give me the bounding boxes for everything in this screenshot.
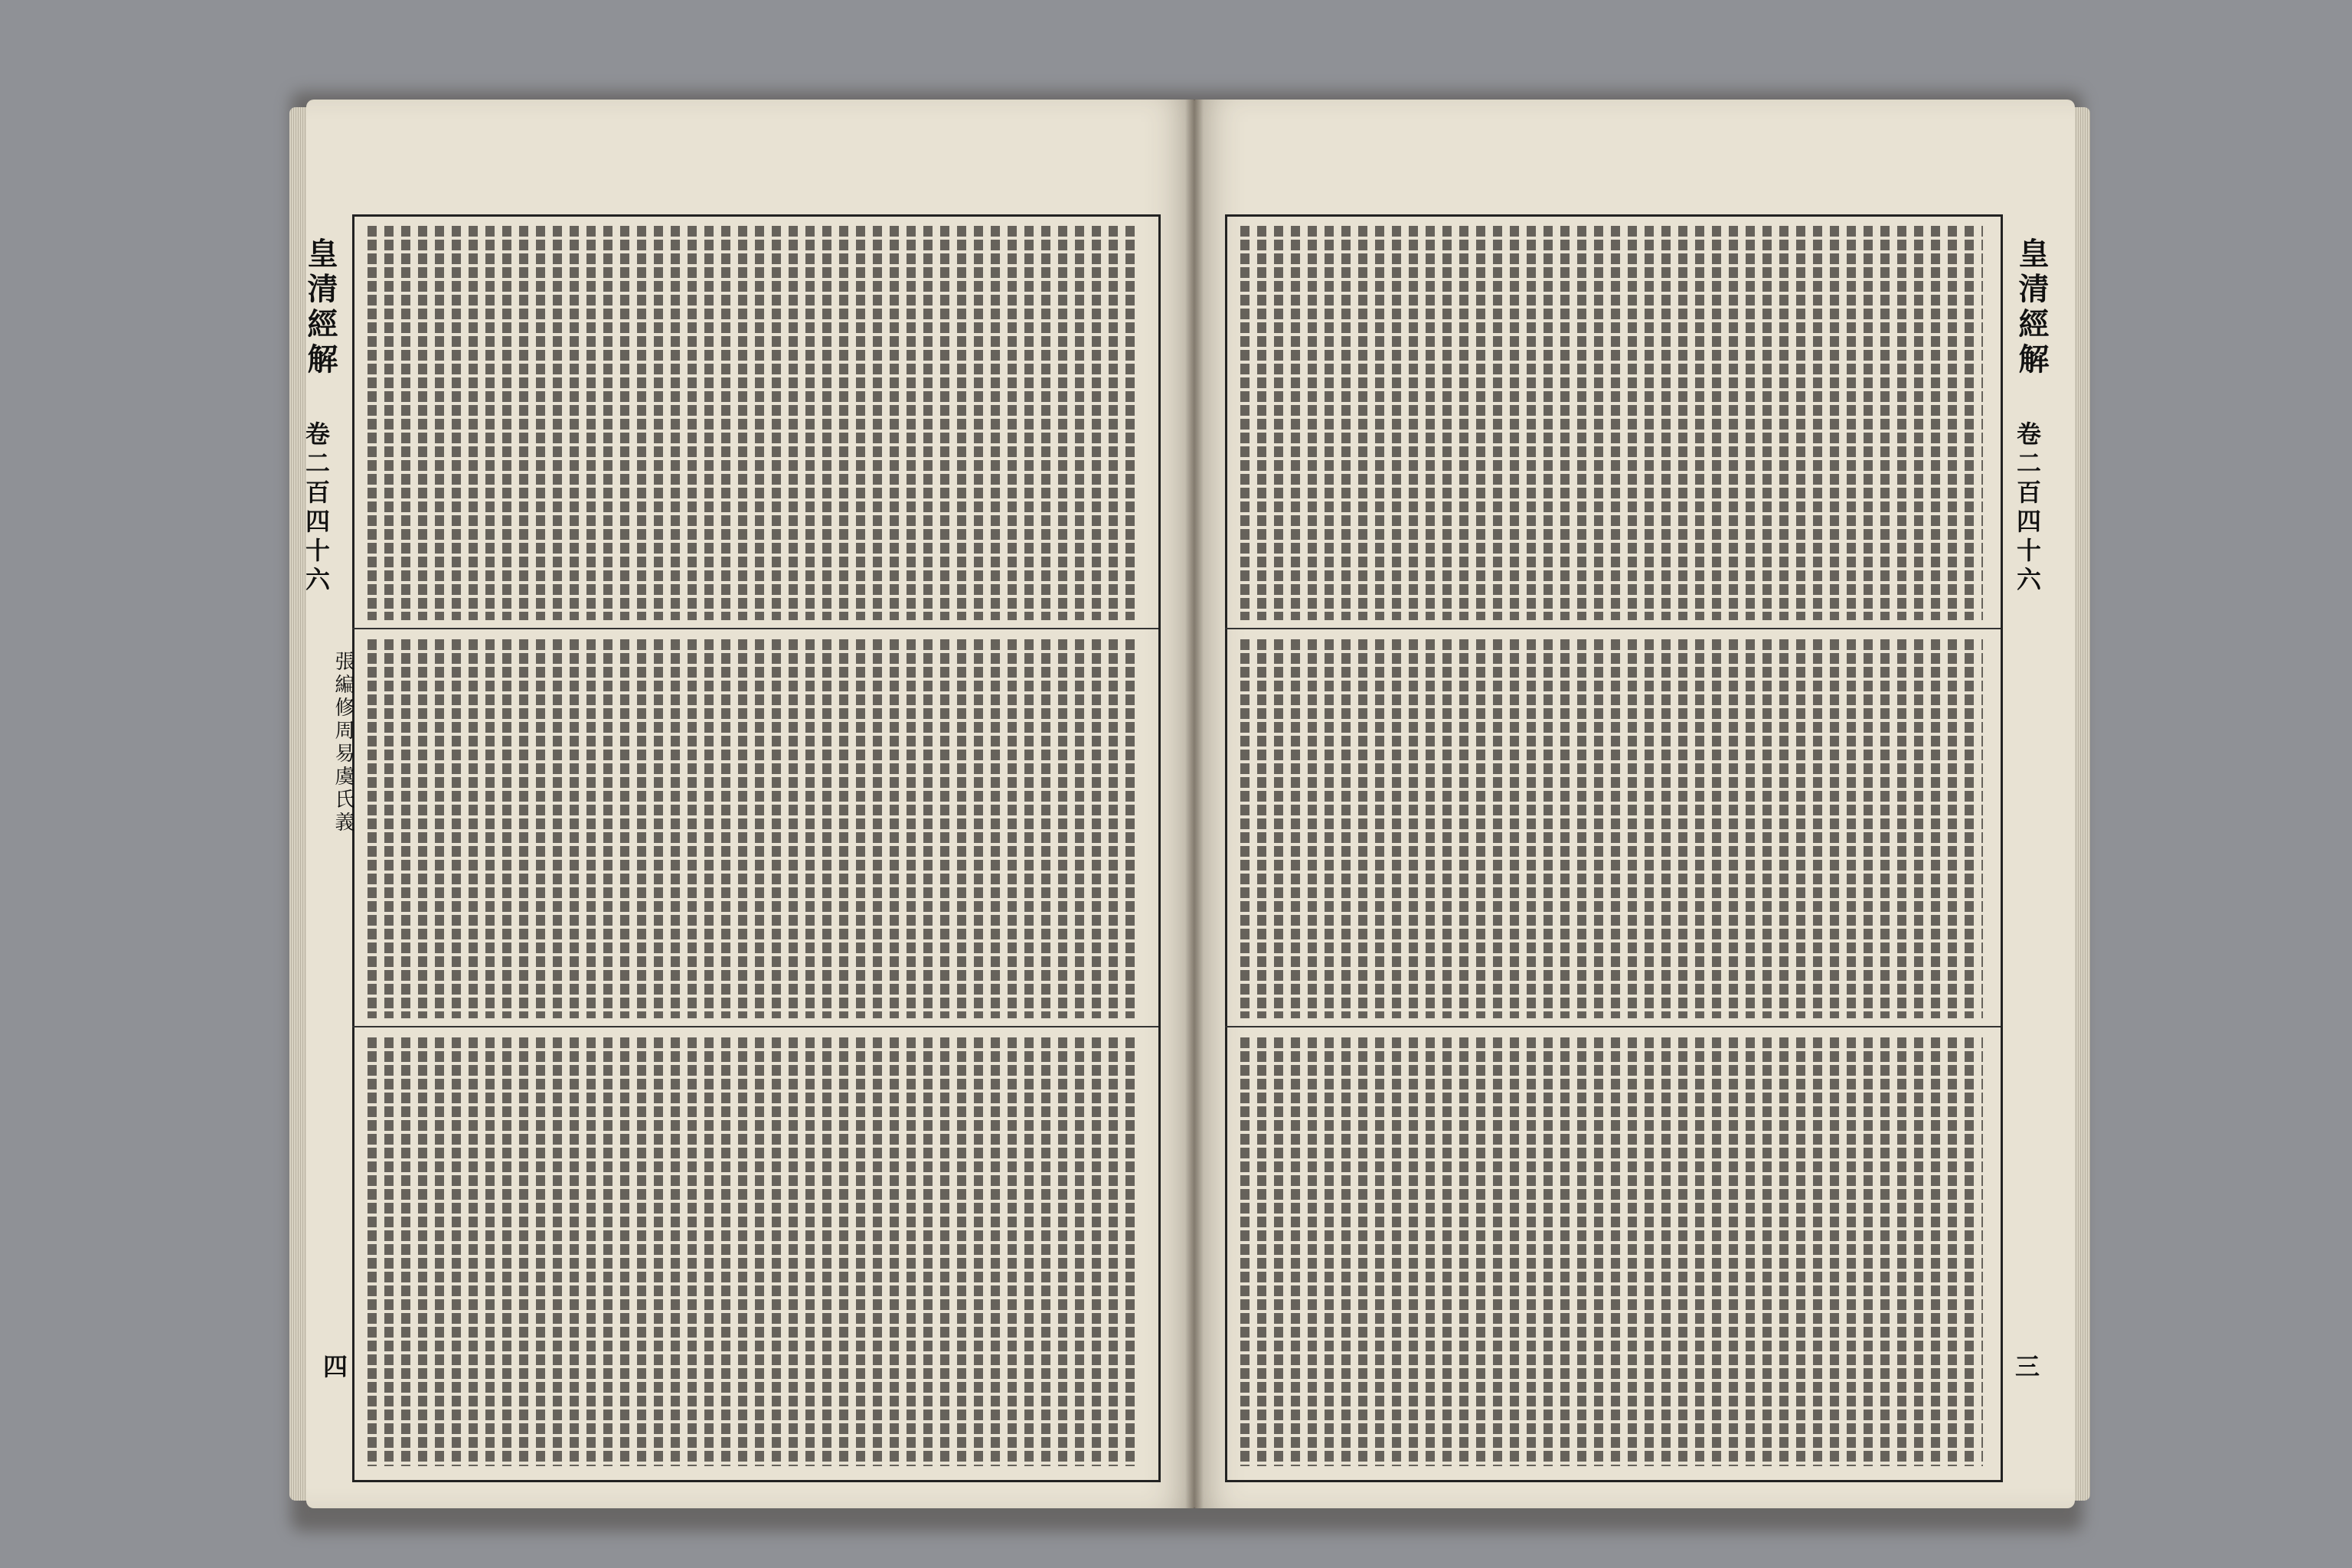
right-middle-text-block [1240, 639, 1983, 1018]
right-lower-divider [1225, 1026, 2001, 1027]
right-page [1194, 100, 2075, 1508]
left-volume-number: 卷二百四十六 [302, 421, 331, 596]
left-upper-text-block [368, 226, 1141, 620]
right-volume-number: 卷二百四十六 [2013, 421, 2042, 596]
left-running-title: 皇清經解 [302, 237, 338, 378]
left-lower-text-block [368, 1037, 1141, 1466]
right-upper-text-block [1240, 226, 1983, 620]
left-lower-divider [352, 1026, 1158, 1027]
book-gutter [1185, 100, 1204, 1508]
left-page [302, 100, 1194, 1508]
left-upper-divider [352, 628, 1158, 629]
right-running-title: 皇清經解 [2014, 237, 2050, 378]
left-folio: 四 [323, 1352, 348, 1381]
left-middle-text-block [368, 639, 1141, 1018]
right-folio: 三 [2015, 1352, 2040, 1381]
right-upper-divider [1225, 628, 2001, 629]
right-lower-text-block [1240, 1037, 1983, 1466]
left-author-note: 張編修周易虞氏義 [332, 651, 354, 835]
